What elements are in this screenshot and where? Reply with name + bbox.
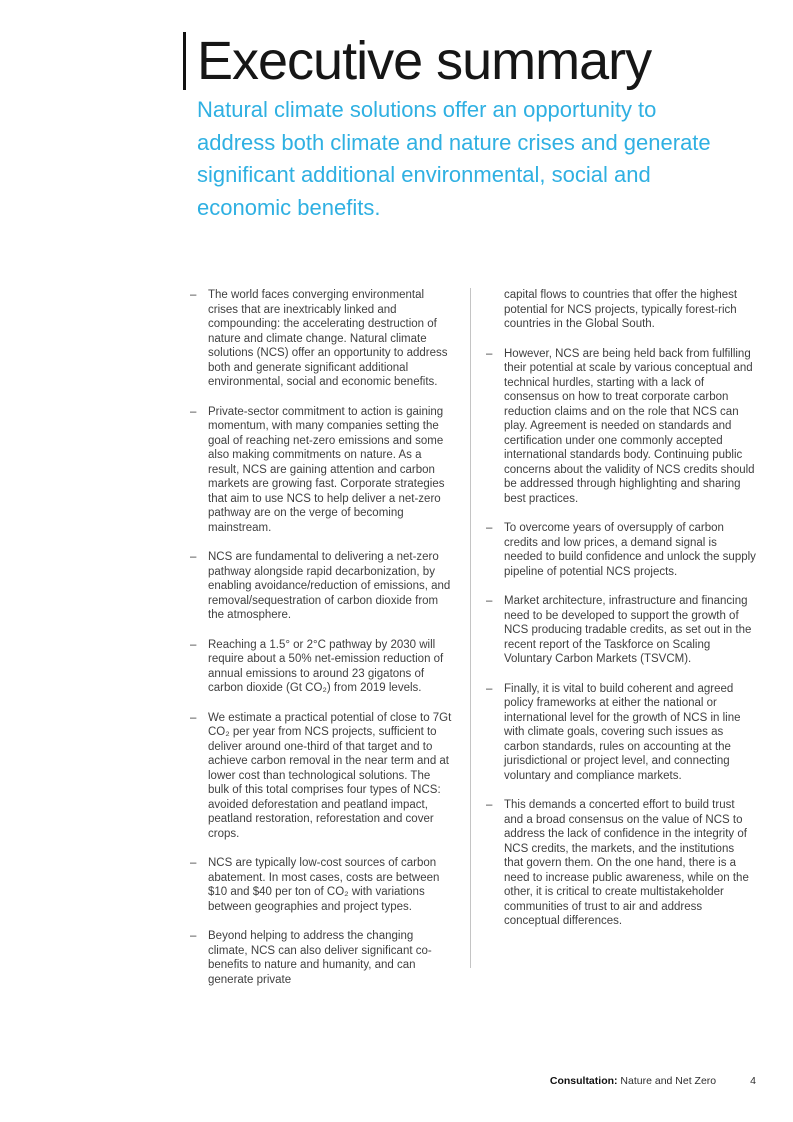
bullet-item: [486, 521, 756, 579]
bullet-text: Market architecture, infrastructure and financing need to be developed to support the growth of NCS producing tradable credits, as set out in the recent report of the Taskforce on Scaling Voluntary Carbon Markets (TSVCM).: [504, 595, 752, 665]
bullet-marker: –: [190, 711, 197, 724]
bullet-text: We estimate a practical potential of close to 7Gt CO₂ per year from NCS projects, sufficient to deliver around one-third of that target and to achieve carbon removal in the near term and at lower cost than technological solutions. The bulk of this total comprises four types of NCS: avoided deforestation and peatland impact, peatland restoration, reforestation and cover crops.: [208, 711, 452, 840]
right-column: [486, 288, 756, 1002]
page-title: Executive summary: [197, 31, 652, 91]
page-footer: [550, 1075, 756, 1087]
bullet-item: [486, 682, 756, 784]
bullet-item-continuation: [486, 288, 756, 332]
bullet-item: [486, 798, 756, 929]
bullet-marker: –: [190, 930, 197, 942]
bullet-text: Finally, it is vital to build coherent and agreed policy frameworks at either the national or international level for the growth of NCS in line with climate goals, covering such issues as carbon standards, rules on accounting at the jurisdictional or project level, and connecting voluntary and compliance markets.: [504, 682, 741, 782]
bullet-text: This demands a concerted effort to build trust and a broad consensus on the value of NCS to address the lack of confidence in the integrity of NCS credits, the markets, and the institutions that govern them. On the one hand, there is a need to increase public awareness, while on the other, it is critical to create multistakeholder communities of trust to air and address conceptual differences.: [504, 799, 749, 927]
bullet-marker: –: [190, 857, 197, 869]
bullet-text: Private-sector commitment to action is gaining momentum, with many companies setting the goal of reaching net-zero emissions and some also making commitments on nature. As a result, NCS are gaining attention and carbon markets are growing fast. Corporate strategies that aim to use NCS to help deliver a net-zero pathway are on the verge of becoming mainstream.: [208, 405, 445, 534]
bullet-marker: –: [190, 405, 197, 418]
footer-doc-title: Nature and Net Zero: [617, 1075, 717, 1087]
bullet-text: Reaching a 1.5° or 2°C pathway by 2030 will require about a 50% net-emission reduction of annual emissions to around 23 gigatons of carbon dioxide (Gt CO₂) from 2019 levels.: [208, 638, 444, 694]
bullet-marker: –: [486, 347, 493, 360]
bullet-text: However, NCS are being held back from fulfilling their potential at scale by various conceptual and technical hurdles, starting with a lack of consensus on how to treat corporate carbon reduction claims and on the role that NCS can play. Agreement is needed on standards and certification under one commonly accepted international standards body. Continuing public concerns about the validity of NCS credits should be addressed through highlighting and sharing best practices.: [504, 347, 755, 505]
title-block: [183, 32, 651, 90]
page-subtitle: Natural climate solutions offer an opportunity to address both climate and nature crises and generate significant additional environmental, social and economic benefits.: [197, 97, 711, 220]
bullet-marker: –: [486, 682, 493, 695]
bullet-marker: –: [486, 522, 493, 534]
body-columns: [190, 288, 756, 1002]
bullet-marker: –: [190, 551, 197, 563]
bullet-marker: –: [486, 799, 493, 811]
bullet-marker-empty: [486, 288, 504, 332]
footer-doc-type: Consultation:: [549, 1075, 618, 1087]
bullet-item: [190, 405, 454, 536]
bullet-item: [190, 711, 454, 842]
bullet-marker: –: [190, 289, 197, 301]
bullet-text: NCS are fundamental to delivering a net-zero pathway alongside rapid decarbonization, by enabling avoidance/reduction of emissions, and removal/sequestration of carbon dioxide from the atmosphere.: [208, 551, 451, 621]
page-number: 4: [750, 1075, 756, 1087]
bullet-item: [190, 638, 454, 696]
bullet-text: capital flows to countries that offer the highest potential for NCS projects, typically forest-rich countries in the Global South.: [504, 289, 738, 330]
bullet-item: [486, 347, 756, 507]
left-column: [190, 288, 454, 1002]
bullet-marker: –: [486, 595, 493, 607]
bullet-text: NCS are typically low-cost sources of carbon abatement. In most cases, costs are between $10 and $40 per ton of CO₂ with variations between geographies and project types.: [208, 857, 440, 913]
bullet-item: [190, 856, 454, 914]
bullet-item: [190, 550, 454, 623]
bullet-item: [486, 594, 756, 667]
bullet-text: To overcome years of oversupply of carbon credits and low prices, a demand signal is needed to build confidence and unlock the supply pipeline of potential NCS projects.: [504, 522, 756, 578]
bullet-item: [190, 288, 454, 390]
bullet-text: The world faces converging environmental crises that are inextricably linked and compounding: the accelerating destruction of nature and climate change. Natural climate solutions (NCS) offer an opportunity to address both and generate significant additional environmental, social and economic benefits.: [208, 289, 448, 388]
bullet-item: [190, 929, 454, 987]
footer-label: [550, 1075, 716, 1087]
bullet-marker: –: [190, 638, 197, 651]
bullet-text: Beyond helping to address the changing climate, NCS can also deliver significant co-benefits to nature and humanity, and can generate private: [208, 930, 432, 986]
